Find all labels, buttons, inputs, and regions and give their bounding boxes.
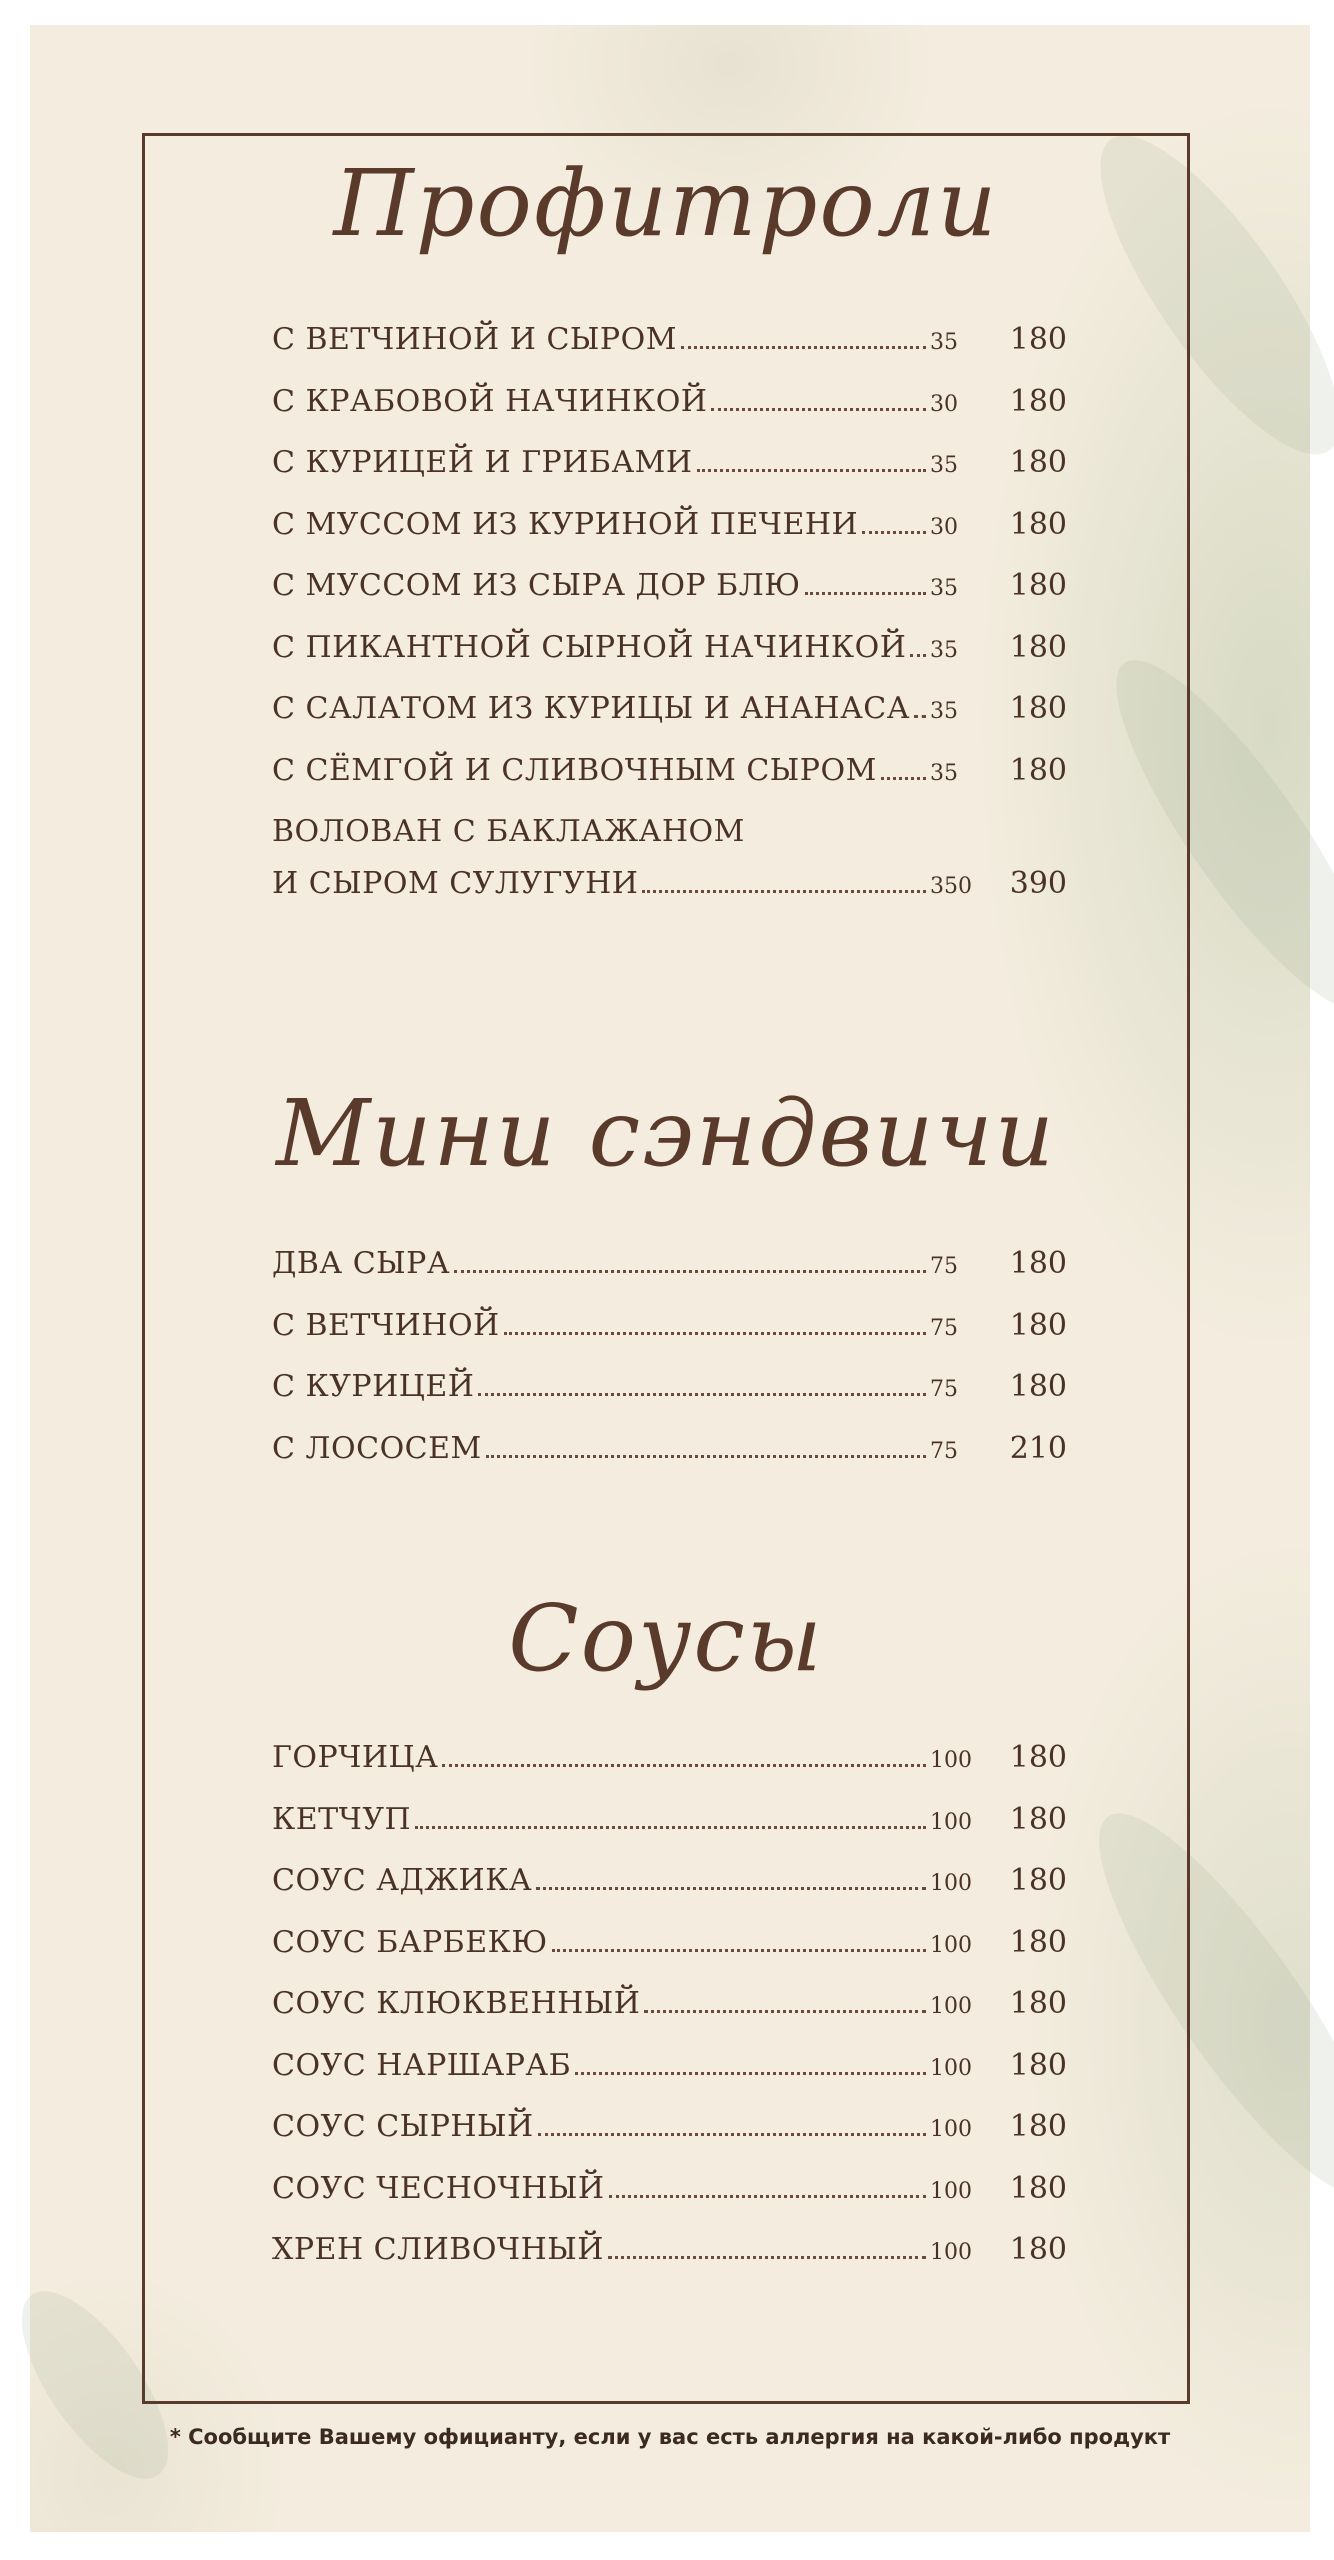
item-weight: 75 xyxy=(930,1315,958,1341)
allergy-footnote: * Сообщите Вашему официанту, если у вас есть аллергия на какой-либо продукт xyxy=(169,2425,1171,2449)
item-weight: 100 xyxy=(930,1809,972,1835)
menu-item xyxy=(272,1802,1067,1864)
menu-item xyxy=(272,691,1067,753)
menu-item xyxy=(272,630,1067,692)
item-name: С КУРИЦЕЙ И ГРИБАМИ xyxy=(272,445,693,480)
item-price: 180 xyxy=(1009,1369,1067,1404)
item-weight: 100 xyxy=(930,2055,972,2081)
item-name: ДВА СЫРА xyxy=(272,1246,451,1281)
item-name: С КУРИЦЕЙ xyxy=(272,1369,475,1404)
section-title-sauces: Соусы xyxy=(508,1585,824,1692)
section-title-mini-sandwiches: Мини сэндвичи xyxy=(276,1080,1056,1187)
item-name: СОУС ЧЕСНОЧНЫЙ xyxy=(272,2170,605,2206)
leader-dots xyxy=(697,469,926,472)
item-price: 180 xyxy=(1009,1740,1067,1775)
menu-item xyxy=(272,2109,1067,2171)
item-price: 180 xyxy=(1009,445,1067,480)
section-title-profiteroles: Профитроли xyxy=(333,150,999,257)
item-weight: 100 xyxy=(930,2117,972,2142)
leader-dots xyxy=(536,1887,926,1890)
item-line-2 xyxy=(272,866,1067,901)
item-name: С ПИКАНТНОЙ СЫРНОЙ НАЧИНКОЙ xyxy=(272,629,907,665)
leader-dots xyxy=(454,1270,926,1273)
item-price: 180 xyxy=(1009,568,1067,603)
leader-dots xyxy=(442,1764,926,1767)
item-price: 180 xyxy=(1009,1863,1067,1898)
item-weight: 35 xyxy=(930,760,958,786)
item-price: 180 xyxy=(1009,383,1067,419)
leader-dots xyxy=(914,715,926,718)
menu-item xyxy=(272,1246,1067,1308)
item-weight: 100 xyxy=(930,1994,972,2019)
leader-dots xyxy=(575,2072,926,2075)
item-name-continued: И СЫРОМ СУЛУГУНИ xyxy=(272,866,639,901)
menu-item xyxy=(272,1369,1067,1431)
item-price: 180 xyxy=(1009,506,1067,542)
leader-dots xyxy=(711,408,926,411)
leader-dots xyxy=(681,346,926,349)
item-name: С МУССОМ ИЗ КУРИНОЙ ПЕЧЕНИ xyxy=(272,506,859,542)
item-price: 180 xyxy=(1009,1924,1067,1960)
item-weight: 100 xyxy=(930,1932,972,1958)
menu-item xyxy=(272,1863,1067,1925)
item-price: 180 xyxy=(1009,691,1067,726)
item-price: 390 xyxy=(1009,866,1067,901)
menu-item xyxy=(272,814,1067,924)
item-weight: 35 xyxy=(930,330,958,355)
item-weight: 35 xyxy=(930,453,958,478)
item-name: С СЁМГОЙ И СЛИВОЧНЫМ СЫРОМ xyxy=(272,752,877,788)
menu-item xyxy=(272,1308,1067,1370)
leader-dots xyxy=(644,2010,926,2013)
menu-item xyxy=(272,2232,1067,2294)
item-price: 180 xyxy=(1009,2047,1067,2083)
item-name: С САЛАТОМ ИЗ КУРИЦЫ И АНАНАСА xyxy=(272,691,910,726)
leader-dots xyxy=(538,2133,926,2136)
item-name: СОУС АДЖИКА xyxy=(272,1863,533,1898)
leader-dots xyxy=(805,592,926,595)
menu-item xyxy=(272,384,1067,446)
menu-item xyxy=(272,2048,1067,2110)
leader-dots xyxy=(504,1332,926,1335)
item-price: 180 xyxy=(1009,2170,1067,2206)
item-weight: 100 xyxy=(930,2178,972,2204)
menu-item xyxy=(272,2171,1067,2233)
leader-dots xyxy=(881,777,926,780)
leader-dots xyxy=(552,1949,926,1952)
item-weight: 75 xyxy=(930,1254,958,1279)
menu-item xyxy=(272,1986,1067,2048)
item-name: ХРЕН СЛИВОЧНЫЙ xyxy=(272,2232,604,2267)
item-weight: 350 xyxy=(930,874,972,899)
item-name: С ВЕТЧИНОЙ xyxy=(272,1307,500,1343)
item-name: ВОЛОВАН С БАКЛАЖАНОМ xyxy=(272,814,745,849)
item-weight: 100 xyxy=(930,2240,972,2265)
menu-item xyxy=(272,507,1067,569)
item-price: 180 xyxy=(1009,2232,1067,2267)
menu-item xyxy=(272,1740,1067,1802)
menu-item xyxy=(272,1431,1067,1493)
item-name: СОУС НАРШАРАБ xyxy=(272,2047,572,2083)
leader-dots xyxy=(910,654,926,657)
item-name: С ВЕТЧИНОЙ И СЫРОМ xyxy=(272,322,677,357)
item-name: С КРАБОВОЙ НАЧИНКОЙ xyxy=(272,383,708,419)
item-price: 210 xyxy=(1009,1430,1067,1466)
leader-dots xyxy=(642,890,926,893)
item-weight: 35 xyxy=(930,637,958,663)
item-price: 180 xyxy=(1009,629,1067,665)
item-name: С МУССОМ ИЗ СЫРА ДОР БЛЮ xyxy=(272,568,801,603)
item-price: 180 xyxy=(1009,2109,1067,2144)
item-weight: 75 xyxy=(930,1377,958,1402)
item-price: 180 xyxy=(1009,1246,1067,1281)
item-name: С ЛОСОСЕМ xyxy=(272,1430,482,1466)
menu-item xyxy=(272,1925,1067,1987)
item-weight: 100 xyxy=(930,1871,972,1896)
menu-item xyxy=(272,445,1067,507)
leader-dots xyxy=(478,1393,926,1396)
item-weight: 35 xyxy=(930,576,958,601)
menu-item xyxy=(272,568,1067,630)
item-price: 180 xyxy=(1009,1801,1067,1837)
leader-dots xyxy=(415,1826,926,1829)
menu-item xyxy=(272,753,1067,815)
menu-item xyxy=(272,322,1067,384)
item-price: 180 xyxy=(1009,752,1067,788)
item-price: 180 xyxy=(1009,322,1067,357)
item-name: СОУС СЫРНЫЙ xyxy=(272,2109,534,2144)
item-name: КЕТЧУП xyxy=(272,1801,412,1837)
item-name: СОУС КЛЮКВЕННЫЙ xyxy=(272,1986,641,2021)
item-weight: 100 xyxy=(930,1748,972,1773)
leader-dots xyxy=(608,2256,926,2259)
mini-sandwiches-list xyxy=(272,1246,1067,1492)
item-weight: 75 xyxy=(930,1438,958,1464)
item-weight: 30 xyxy=(930,514,958,540)
sauces-list xyxy=(272,1740,1067,2294)
item-name: ГОРЧИЦА xyxy=(272,1740,439,1775)
item-price: 180 xyxy=(1009,1986,1067,2021)
leader-dots xyxy=(609,2195,926,2198)
leader-dots xyxy=(486,1455,926,1458)
item-weight: 35 xyxy=(930,699,958,724)
item-price: 180 xyxy=(1009,1307,1067,1343)
item-name: СОУС БАРБЕКЮ xyxy=(272,1924,548,1960)
profiteroles-list xyxy=(272,322,1067,924)
item-weight: 30 xyxy=(930,391,958,417)
leader-dots xyxy=(862,531,926,534)
